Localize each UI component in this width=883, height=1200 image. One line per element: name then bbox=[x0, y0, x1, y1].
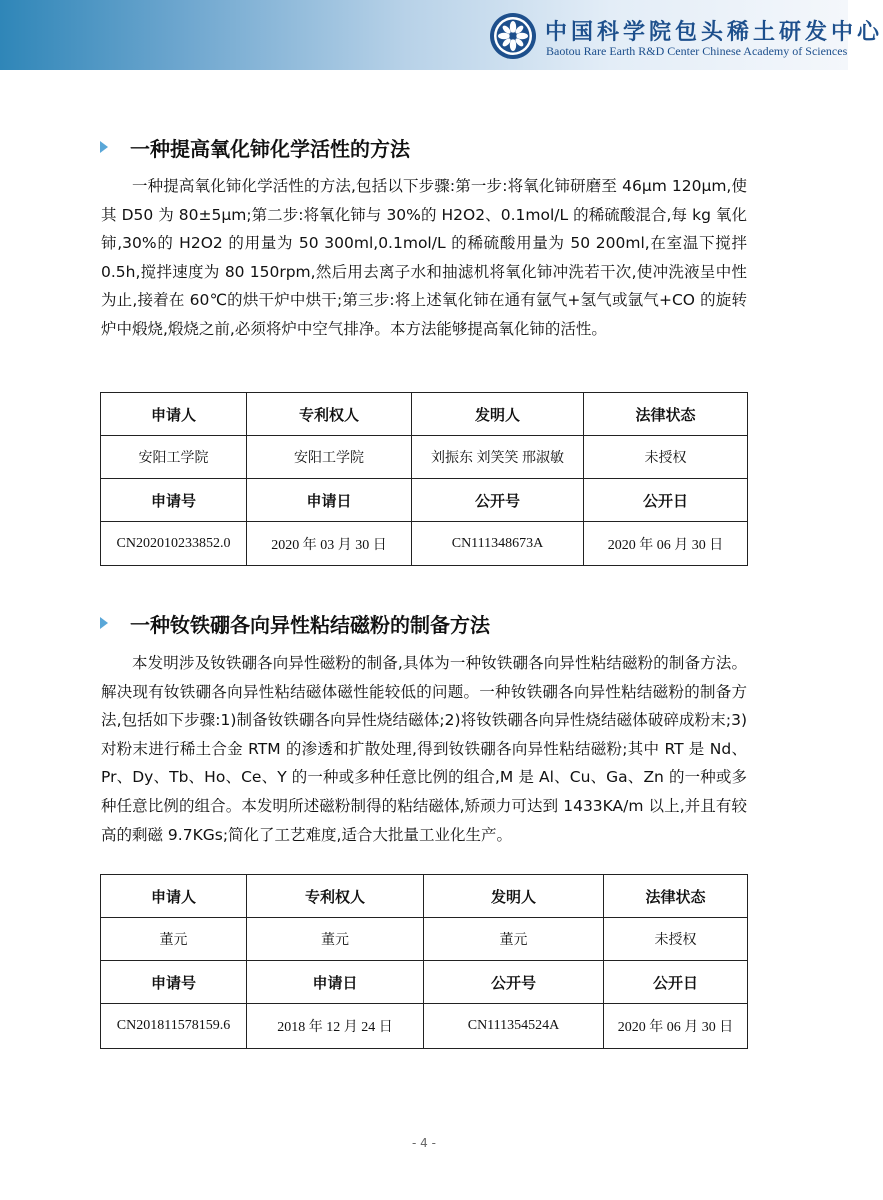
table-cell-patentee: 安阳工学院 bbox=[247, 436, 412, 479]
cas-emblem-icon bbox=[489, 12, 537, 60]
table-header-cell: 申请日 bbox=[247, 479, 412, 522]
table-header-cell: 申请号 bbox=[101, 479, 247, 522]
table-header-cell: 专利权人 bbox=[247, 393, 412, 436]
table-header-row bbox=[101, 875, 748, 918]
table-cell-patentee: 董元 bbox=[247, 918, 424, 961]
table-header-cell: 申请日 bbox=[247, 961, 424, 1004]
table-header-cell: 法律状态 bbox=[584, 393, 748, 436]
table-header-cell: 公开日 bbox=[584, 479, 748, 522]
patent-info-table-2 bbox=[100, 874, 748, 1049]
table-cell-applicant: 董元 bbox=[101, 918, 247, 961]
table-header-cell: 发明人 bbox=[412, 393, 584, 436]
patent-info-table-1 bbox=[100, 392, 748, 566]
patent-title-text: 一种提高氧化铈化学活性的方法 bbox=[130, 137, 410, 161]
org-name-cn: 中国科学院包头稀土研发中心 bbox=[545, 19, 883, 45]
table-header-row bbox=[101, 393, 748, 436]
table-header-cell: 公开日 bbox=[604, 961, 748, 1004]
table-header-cell: 申请号 bbox=[101, 961, 247, 1004]
table-cell-legal-status: 未授权 bbox=[584, 436, 748, 479]
bullet-triangle-icon bbox=[100, 141, 108, 153]
table-header-cell: 发明人 bbox=[424, 875, 604, 918]
patent-title-text: 一种钕铁硼各向异性粘结磁粉的制备方法 bbox=[130, 613, 490, 637]
table-header-row bbox=[101, 479, 748, 522]
patent-title-1 bbox=[100, 133, 410, 162]
table-row bbox=[101, 918, 748, 961]
table-cell-inventor: 董元 bbox=[424, 918, 604, 961]
bullet-triangle-icon bbox=[100, 617, 108, 629]
table-cell-application-date: 2020 年 03 月 30 日 bbox=[247, 522, 412, 566]
table-cell-applicant: 安阳工学院 bbox=[101, 436, 247, 479]
table-cell-publication-date: 2020 年 06 月 30 日 bbox=[604, 1004, 748, 1049]
table-header-cell: 法律状态 bbox=[604, 875, 748, 918]
table-row bbox=[101, 1004, 748, 1049]
table-header-cell: 专利权人 bbox=[247, 875, 424, 918]
table-header-row bbox=[101, 961, 748, 1004]
table-header-cell: 申请人 bbox=[101, 875, 247, 918]
table-header-cell: 申请人 bbox=[101, 393, 247, 436]
table-header-cell: 公开号 bbox=[424, 961, 604, 1004]
table-cell-legal-status: 未授权 bbox=[604, 918, 748, 961]
org-name-en: Baotou Rare Earth R&D Center Chinese Academy of Sciences bbox=[546, 44, 848, 58]
patent-abstract-1: 一种提高氧化铈化学活性的方法,包括以下步骤:第一步:将氧化铈研磨至 46μm 120μm,使其 D50 为 80±5μm;第二步:将氧化铈与 30%的 H2O2、0.1mol/L 的稀硫酸混合,每 kg 氧化铈,30%的 H2O2 的用量为 50 300ml,0.1mol/L 的稀硫酸用量为 50 200ml,在室温下搅拌 0.5h,搅拌速度为 80 150rpm,然后用去离子水和抽滤机将氧化铈冲洗若干次,使冲洗液呈中性为止,接着在 60℃的烘干炉中烘干;第三步:将上述氧化铈在通有氩气+氢气或氩气+CO 的旋转炉中煅烧,煅烧之前,必须将炉中空气排净。本方法能够提高氧化铈的活性。 bbox=[101, 177, 747, 338]
table-row bbox=[101, 436, 748, 479]
table-header-cell: 公开号 bbox=[412, 479, 584, 522]
table-cell-publication-number: CN111348673A bbox=[412, 522, 584, 566]
table-cell-inventor: 刘振东 刘笑笑 邢淑敏 bbox=[412, 436, 584, 479]
patent-title-2 bbox=[100, 609, 490, 638]
table-cell-application-number: CN202010233852.0 bbox=[101, 522, 247, 566]
patent-abstract-2: 本发明涉及钕铁硼各向异性磁粉的制备,具体为一种钕铁硼各向异性粘结磁粉的制备方法。解决现有钕铁硼各向异性粘结磁体磁性能较低的问题。一种钕铁硼各向异性粘结磁粉的制备方法,包括如下步骤:1)制备钕铁硼各向异性烧结磁体;2)将钕铁硼各向异性烧结磁体破碎成粉末;3)对粉末进行稀土合金 RTM 的渗透和扩散处理,得到钕铁硼各向异性粘结磁粉;其中 RT 是 Nd、Pr、Dy、Tb、Ho、Ce、Y 的一种或多种任意比例的组合,M 是 Al、Cu、Ga、Zn 的一种或多种任意比例的组合。本发明所述磁粉制得的粘结磁体,矫顽力可达到 1433KA/m 以上,并且有较高的剩磁 9.7KGs;简化了工艺难度,适合大批量工业化生产。 bbox=[101, 654, 747, 844]
table-cell-publication-date: 2020 年 06 月 30 日 bbox=[584, 522, 748, 566]
table-cell-application-number: CN201811578159.6 bbox=[101, 1004, 247, 1049]
table-cell-publication-number: CN111354524A bbox=[424, 1004, 604, 1049]
table-cell-application-date: 2018 年 12 月 24 日 bbox=[247, 1004, 424, 1049]
table-row bbox=[101, 522, 748, 566]
page-number: - 4 - bbox=[412, 1136, 436, 1150]
